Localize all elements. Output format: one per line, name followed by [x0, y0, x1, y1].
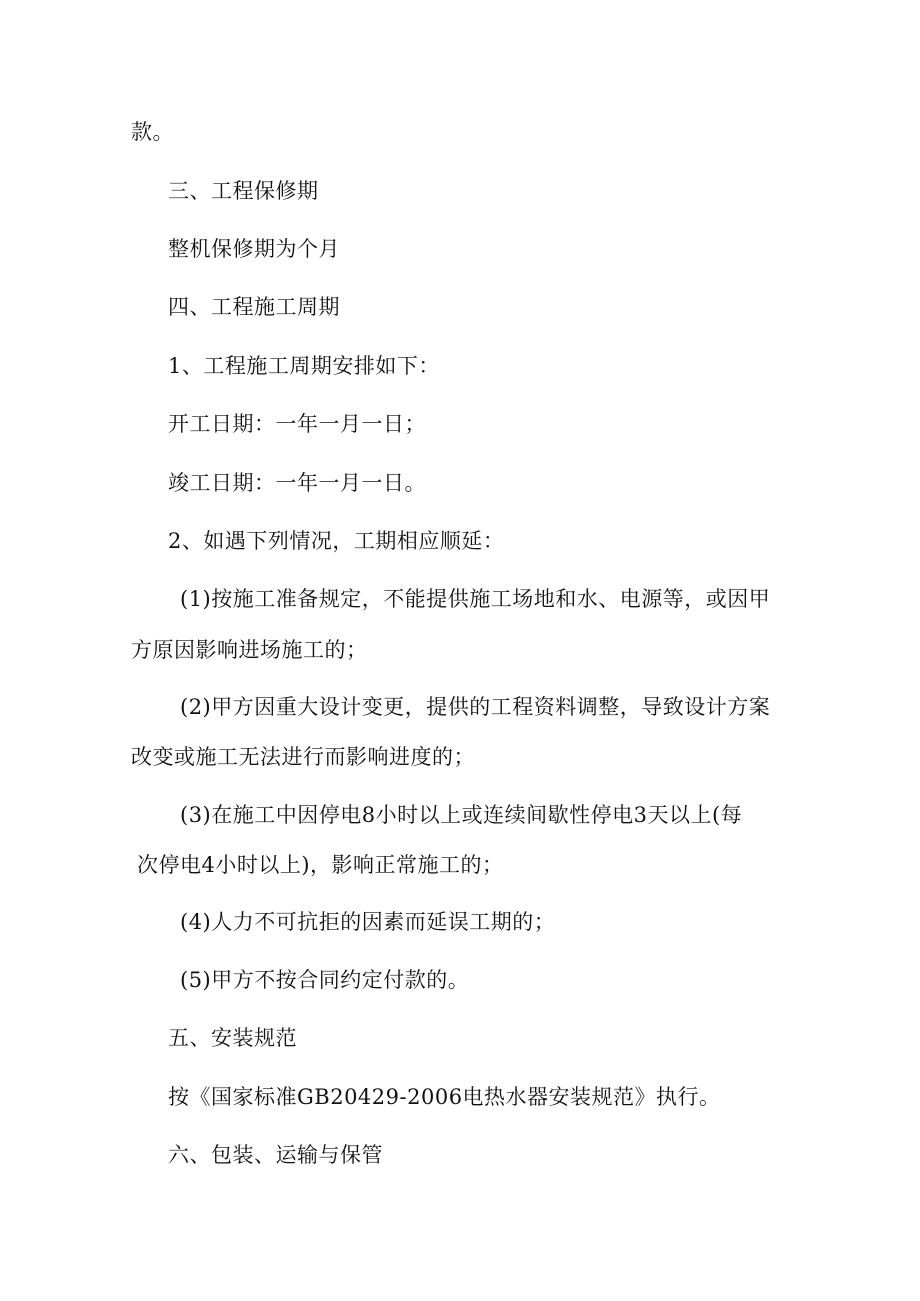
text-line-continuation: 款。: [131, 120, 174, 144]
list-item-2-line-2: 改变或施工无法进行而影响进度的；: [131, 745, 475, 769]
list-item-3-line-1: (3)在施工中因停电8小时以上或连续间歇性停电3天以上(每: [180, 803, 743, 827]
list-item-3-line-2: 次停电4小时以上)，影响正常施工的；: [137, 853, 504, 877]
section-heading-warranty: 三、工程保修期: [168, 179, 319, 203]
text-line-installation-standard: 按《国家标准GB20429-2006电热水器安装规范》执行。: [168, 1085, 721, 1109]
list-item-1-line-1: (1)按施工准备规定，不能提供施工场地和水、电源等，或因甲: [180, 587, 771, 611]
list-item-1-line-2: 方原因影响进场施工的；: [131, 638, 368, 662]
text-line-warranty-period: 整机保修期为个月: [168, 237, 340, 261]
list-item-2-line-1: (2)甲方因重大设计变更，提供的工程资料调整，导致设计方案: [180, 695, 771, 719]
text-line-schedule-intro: 1、工程施工周期安排如下：: [168, 354, 440, 378]
text-line-start-date: 开工日期：一年一月一日；: [168, 412, 426, 436]
section-heading-installation: 五、安装规范: [168, 1026, 297, 1050]
text-line-completion-date: 竣工日期：一年一月一日。: [168, 471, 426, 495]
text-line-extension-intro: 2、如遇下列情况，工期相应顺延：: [168, 529, 505, 553]
section-heading-packaging: 六、包装、运输与保管: [168, 1143, 383, 1167]
list-item-5: (5)甲方不按合同约定付款的。: [180, 968, 470, 992]
section-heading-construction-period: 四、工程施工周期: [168, 295, 340, 319]
list-item-4: (4)人力不可抗拒的因素而延误工期的；: [180, 910, 556, 934]
